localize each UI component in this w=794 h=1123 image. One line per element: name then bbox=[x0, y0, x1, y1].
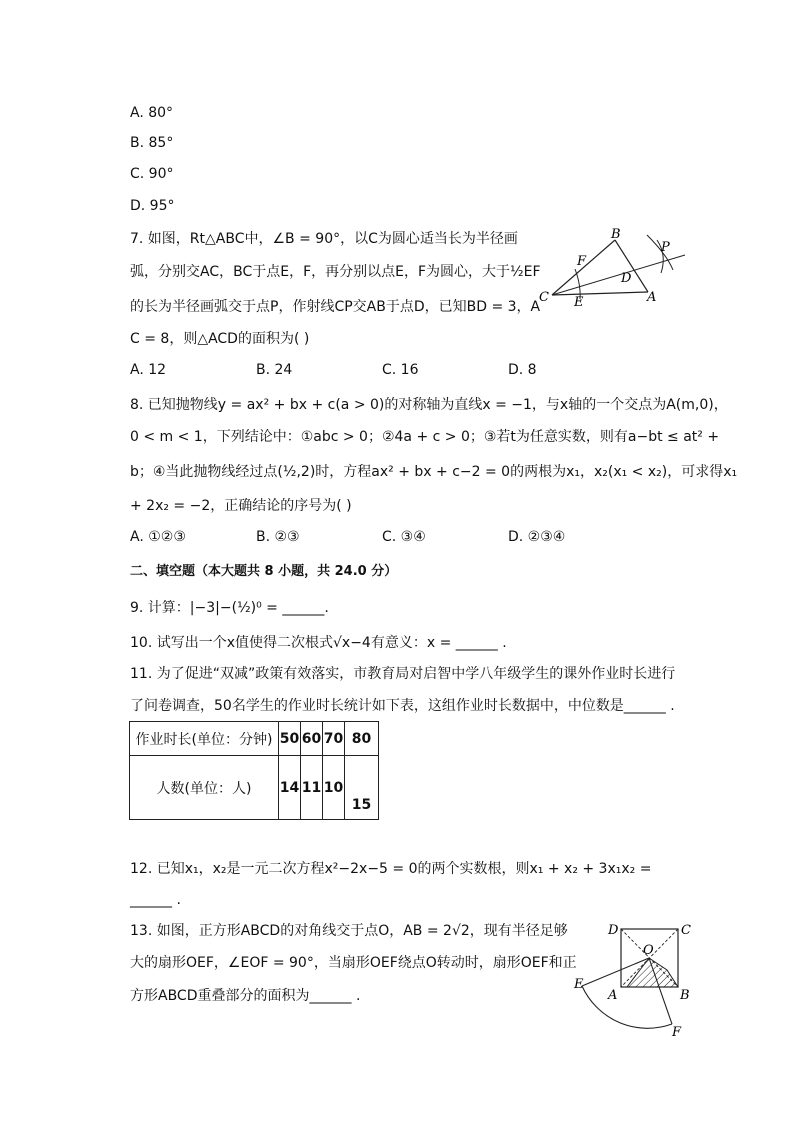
q12-line-1: 12. 已知x₁，x₂是一元二次方程x²−2x−5 = 0的两个实数根，则x₁ + x₂ + 3x₁x₂ = bbox=[130, 861, 652, 877]
table-count-label: 人数(单位：人) bbox=[130, 756, 279, 820]
q7-label-e: E bbox=[574, 295, 584, 310]
table-count-cell: 11 bbox=[301, 756, 323, 820]
table-count-cell: 15 bbox=[345, 756, 379, 820]
q7-line-4: C = 8，则△ACD的面积为( ) bbox=[130, 331, 310, 347]
table-count-cell: 10 bbox=[323, 756, 345, 820]
q7-option-a: A. 12 bbox=[130, 362, 167, 378]
q7-option-c: C. 16 bbox=[382, 362, 419, 378]
table-minute-cell: 70 bbox=[323, 722, 345, 756]
q13-label-o: O bbox=[643, 943, 654, 958]
q7-label-a: A bbox=[647, 290, 657, 305]
q8-option-d: D. ②③④ bbox=[508, 529, 566, 545]
q7-label-c: C bbox=[539, 290, 549, 305]
q8-line-2: 0 < m < 1，下列结论中：①abc > 0；②4a + c > 0；③若t为任意实数，则有a−bt ≤ at² + bbox=[130, 429, 720, 445]
table-minute-cell: 60 bbox=[301, 722, 323, 756]
q11-line-1: 11. 为了促进“双减”政策有效落实，市教育局对启智中学八年级学生的课外作业时长进行 bbox=[130, 666, 676, 682]
q6-option-a: A. 80° bbox=[130, 105, 174, 121]
q13-label-c: C bbox=[681, 923, 691, 938]
q13-label-a: A bbox=[608, 988, 618, 1003]
table-header-label: 作业时长(单位：分钟) bbox=[130, 722, 279, 756]
table-minute-cell: 80 bbox=[345, 722, 379, 756]
q7-option-d: D. 8 bbox=[508, 362, 537, 378]
q9-text: 9. 计算：|−3|−(½)⁰ = ______. bbox=[130, 600, 329, 616]
q8-option-a: A. ①②③ bbox=[130, 529, 186, 545]
q6-option-b: B. 85° bbox=[130, 135, 174, 151]
q7-option-b: B. 24 bbox=[256, 362, 293, 378]
q10-text: 10. 试写出一个x值使得二次根式√x−4有意义：x = ______ . bbox=[130, 635, 507, 651]
section-heading: 二、填空题（本大题共 8 小题，共 24.0 分） bbox=[130, 564, 398, 579]
q13-label-b: B bbox=[680, 988, 690, 1003]
q7-line-1: 7. 如图，Rt△ABC中，∠B = 90°，以C为圆心适当长为半径画 bbox=[130, 231, 518, 247]
q7-line-2: 弧，分别交AC，BC于点E，F，再分别以点E，F为圆心，大于½EF bbox=[130, 264, 541, 280]
q7-triangle-figure bbox=[535, 225, 690, 310]
q8-line-3: b；④当此抛物线经过点(½,2)时，方程ax² + bx + c−2 = 0的两根为x₁，x₂(x₁ < x₂)，可求得x₁ bbox=[130, 464, 738, 480]
q6-option-d: D. 95° bbox=[130, 198, 175, 214]
q13-label-e: E bbox=[574, 977, 584, 992]
q13-label-f: F bbox=[672, 1025, 682, 1040]
q13-line-3: 方形ABCD重叠部分的面积为______ . bbox=[130, 988, 361, 1004]
q7-line-3: 的长为半径画弧交于点P，作射线CP交AB于点D，已知BD = 3，A bbox=[130, 299, 541, 315]
q7-label-b: B bbox=[611, 227, 621, 242]
q13-line-2: 大的扇形OEF，∠EOF = 90°，当扇形OEF绕点O转动时，扇形OEF和正 bbox=[130, 955, 577, 971]
q13-label-d: D bbox=[608, 923, 619, 938]
q7-label-p: P bbox=[661, 240, 670, 255]
q13-square-sector-figure bbox=[570, 918, 700, 1040]
q8-option-c: C. ③④ bbox=[382, 529, 426, 545]
q12-line-2: ______ . bbox=[130, 892, 181, 908]
q13-line-1: 13. 如图，正方形ABCD的对角线交于点O，AB = 2√2，现有半径足够 bbox=[130, 923, 568, 939]
q7-label-f: F bbox=[577, 254, 587, 269]
q8-line-4: + 2x₂ = −2，正确结论的序号为( ) bbox=[130, 498, 352, 514]
q7-label-d: D bbox=[621, 271, 632, 286]
q8-option-b: B. ②③ bbox=[256, 529, 300, 545]
q8-line-1: 8. 已知抛物线y = ax² + bx + c(a > 0)的对称轴为直线x = −1，与x轴的一个交点为A(m,0)， bbox=[130, 397, 728, 413]
q6-option-c: C. 90° bbox=[130, 166, 174, 182]
q11-line-2: 了问卷调查，50名学生的作业时长统计如下表，这组作业时长数据中，中位数是______ . bbox=[130, 698, 675, 714]
homework-time-table bbox=[129, 721, 379, 820]
table-count-cell: 14 bbox=[279, 756, 301, 820]
table-minute-cell: 50 bbox=[279, 722, 301, 756]
